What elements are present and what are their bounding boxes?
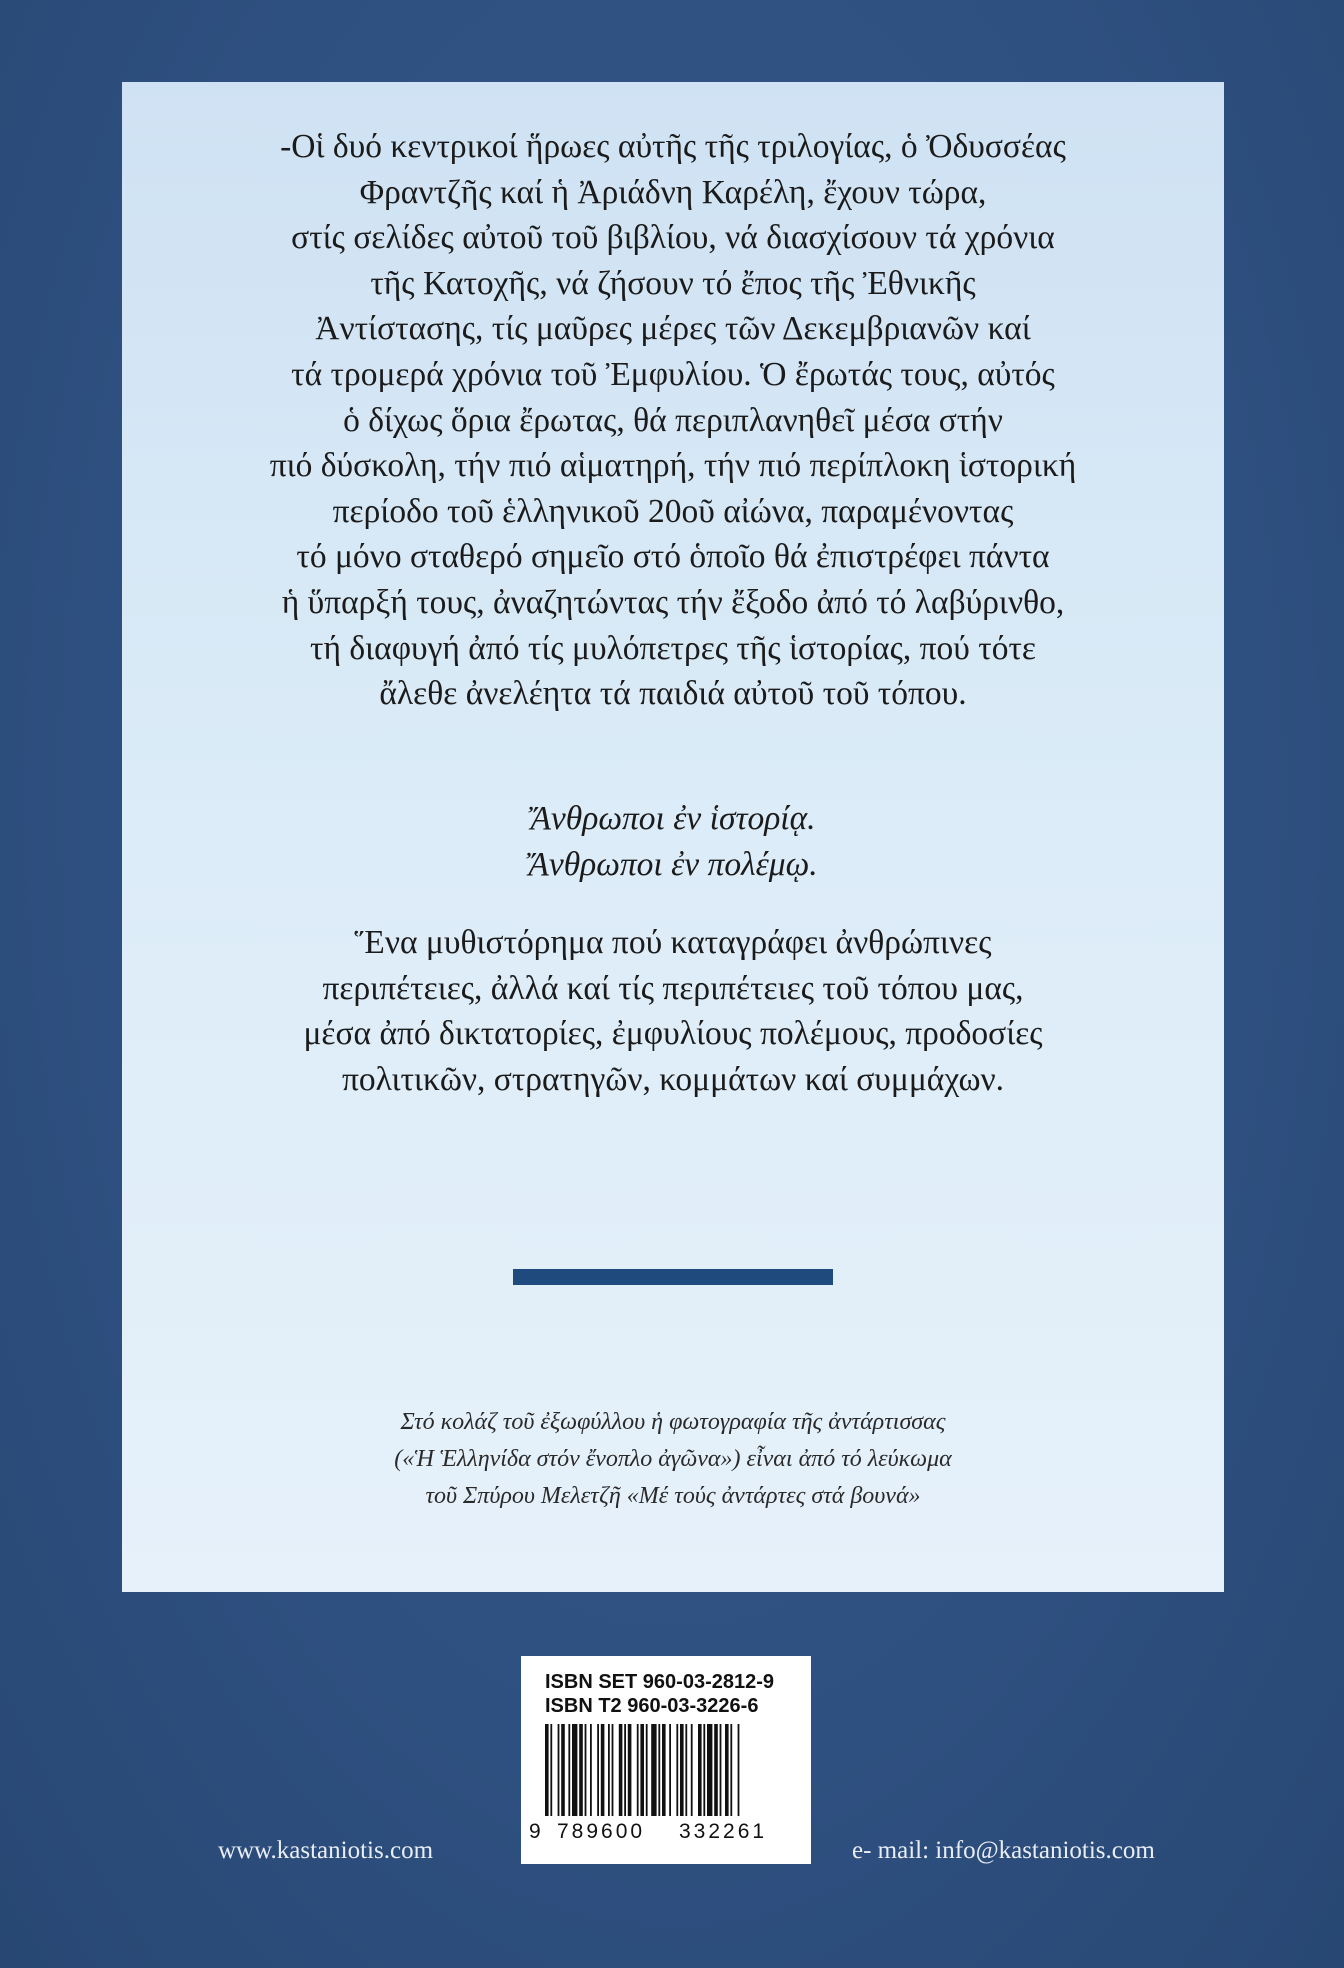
blurb-line: ἡ ὕπαρξή τους, ἀναζητώντας τήν ἔξοδο ἀπό τό λαβύρινθο, [281,583,1065,621]
blurb-text [122,124,1224,717]
website-link[interactable]: www.kastaniotis.com [218,1837,434,1864]
barcode-digits-right: 332261 [679,1820,768,1843]
blurb-line: περίοδο τοῦ ἑλληνικοῦ 20οῦ αἰώνα, παραμένοντας [332,492,1014,530]
blurb-line: τῆς Κατοχῆς, νά ζήσουν τό ἔπος τῆς Ἐθνικῆς [370,264,976,302]
barcode [545,1724,793,1816]
divider-bar [513,1269,833,1285]
isbn-set: ISBN SET 960-03-2812-9 [545,1671,775,1693]
caption-line: Στό κολάζ τοῦ ἐξωφύλλου ἡ φωτογραφία τῆς ἀντάρτισσας [400,1409,946,1435]
barcode-digits-left: 789600 [557,1820,646,1843]
summary-line: πολιτικῶν, στρατηγῶν, κομμάτων καί συμμάχων. [341,1060,1005,1098]
summary-line: Ἕνα μυθιστόρημα πού καταγράφει ἀνθρώπινες [354,924,992,961]
summary-line: περιπέτειες, ἀλλά καί τίς περιπέτειες τοῦ τόπου μας, [322,969,1024,1007]
barcode-digit-lead: 9 [529,1820,541,1843]
blurb-line: Ἀντίστασης, τίς μαῦρες μέρες τῶν Δεκεμβριανῶν καί [315,310,1031,348]
summary-text [122,920,1224,1102]
blurb-line: Φραντζῆς καί ἡ Ἀριάδνη Καρέλη, ἔχουν τώρα, [359,173,987,211]
blurb-line: ὁ δίχως ὅρια ἔρωτας, θά περιπλανηθεῖ μέσα στήν [343,401,1003,439]
motto-text [122,796,1224,887]
blurb-line: πιό δύσκολη, τήν πιό αἱματηρή, τήν πιό περίπλοκη ἱστορική [269,447,1077,485]
blurb-line: ἄλεθε ἀνελέητα τά παιδιά αὐτοῦ τοῦ τόπου. [379,675,967,713]
blurb-panel [122,82,1224,1592]
cover-photo-caption [122,1404,1224,1515]
isbn-t2: ISBN T2 960-03-3226-6 [545,1695,759,1717]
summary-line: μέσα ἀπό δικτατορίες, ἐμφυλίους πολέμους, προδοσίες [303,1015,1043,1053]
isbn-barcode-box [521,1656,811,1864]
blurb-line: τά τρομερά χρόνια τοῦ Ἐμφυλίου. Ὁ ἔρωτάς τους, αὐτός [291,355,1055,393]
blurb-line: -Οἱ δυό κεντρικοί ἥρωες αὐτῆς τῆς τριλογίας, ὁ Ὀδυσσέας [280,128,1066,165]
blurb-line: τό μόνο σταθερό σημεῖο στό ὁποῖο θά ἐπιστρέφει πάντα [296,538,1050,576]
motto-line: Ἄνθρωποι ἐν πολέμῳ. [528,845,818,883]
email-link[interactable]: e- mail: info@kastaniotis.com [852,1837,1155,1864]
motto-line: Ἄνθρωποι ἐν ἱστορίᾳ. [530,800,816,837]
blurb-line: τή διαφυγή ἀπό τίς μυλόπετρες τῆς ἱστορίας, πού τότε [309,629,1036,667]
caption-line: («Ἡ Ἑλληνίδα στόν ἔνοπλο ἀγῶνα») εἶναι ἀπό τό λεύκωμα [394,1446,952,1472]
caption-line: τοῦ Σπύρου Μελετζῆ «Μέ τούς ἀντάρτες στά βουνά» [425,1483,921,1509]
blurb-line: στίς σελίδες αὐτοῦ τοῦ βιβλίου, νά διασχίσουν τά χρόνια [291,219,1055,257]
isbn-labels [545,1670,774,1718]
